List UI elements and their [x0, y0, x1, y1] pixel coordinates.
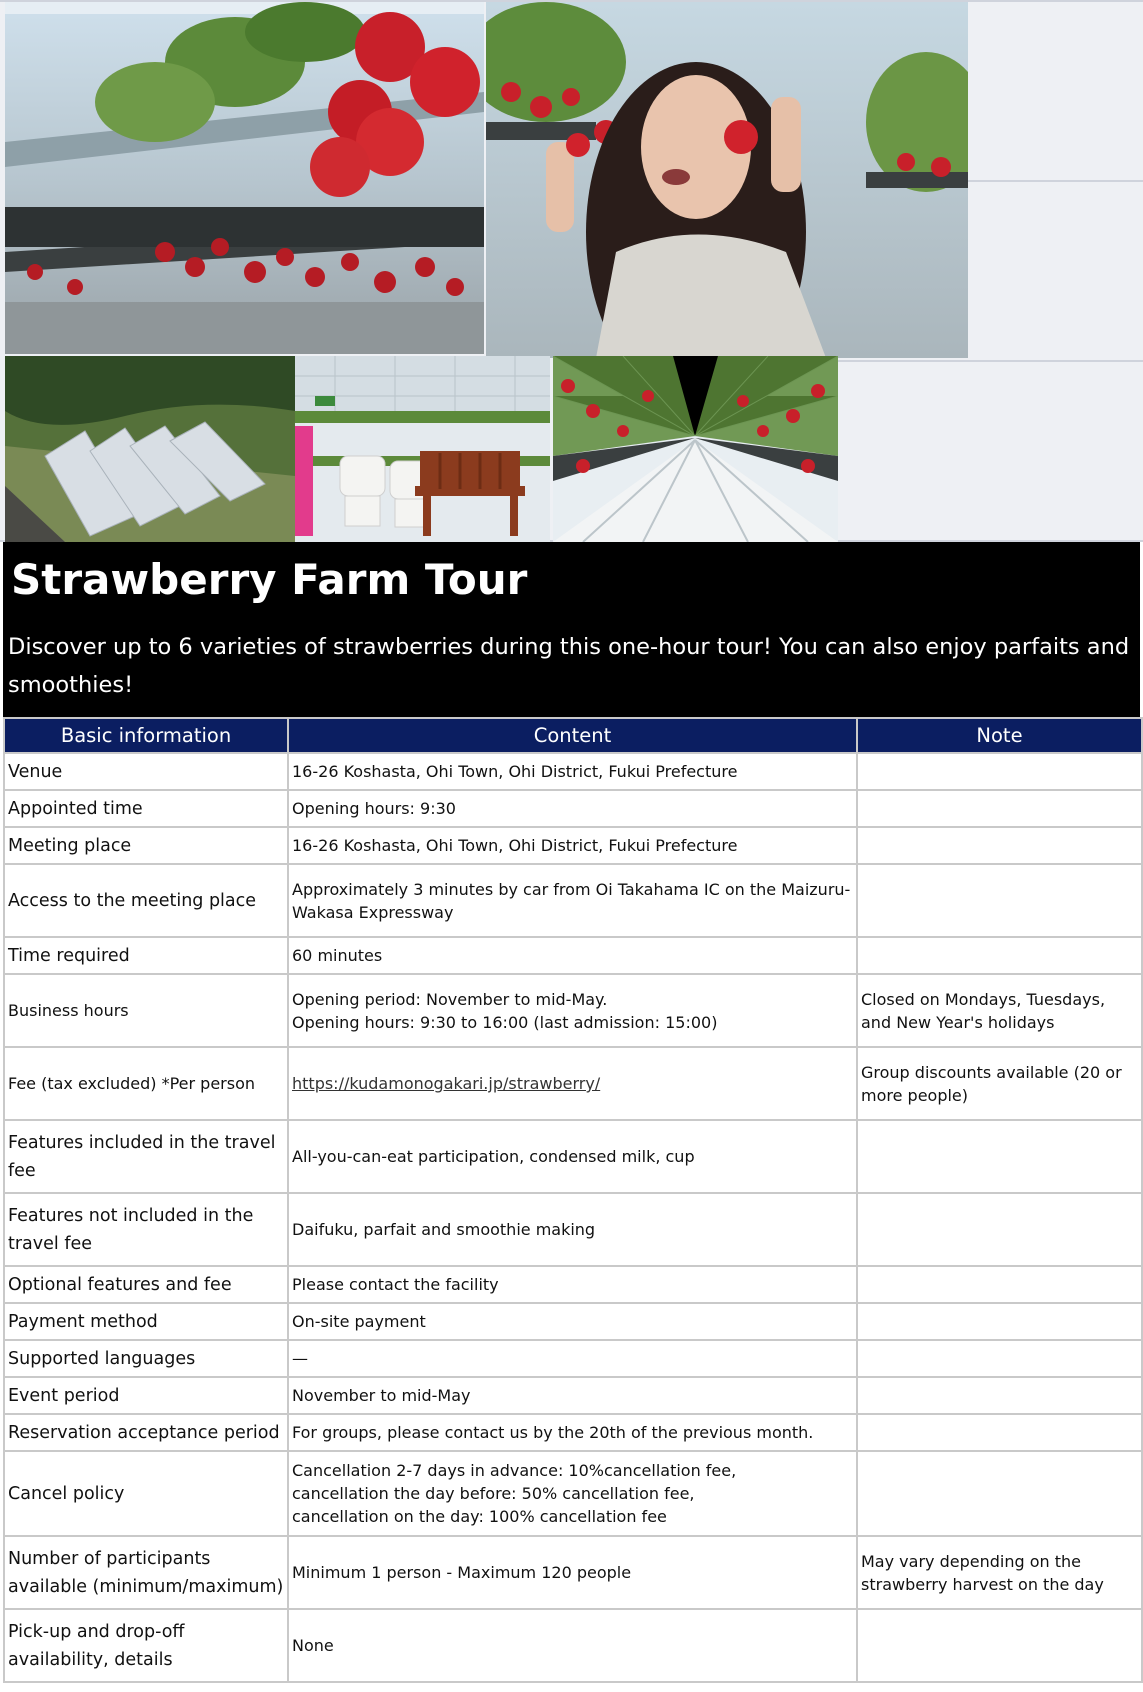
- row-content: Cancellation 2-7 days in advance: 10%cancellation fee, cancellation the day before: 50% cancellation fee, cancellation on the day: 100% cancellation fee: [288, 1451, 857, 1536]
- header-banner: [3, 542, 1140, 717]
- fee-link[interactable]: https://kudamonogakari.jp/strawberry/: [292, 1074, 601, 1093]
- row-label: Number of participants available (minimum/maximum): [4, 1536, 288, 1609]
- row-content: None: [288, 1609, 857, 1682]
- row-content: [288, 1047, 857, 1120]
- row-content: 60 minutes: [288, 937, 857, 974]
- row-label: Reservation acceptance period: [4, 1414, 288, 1451]
- table-row: [4, 1451, 1142, 1536]
- row-content: November to mid-May: [288, 1377, 857, 1414]
- row-label: Features not included in the travel fee: [4, 1193, 288, 1266]
- row-note: [857, 1377, 1142, 1414]
- greenhouse-aerial-photo: [5, 356, 295, 542]
- table-header-row: [4, 718, 1142, 753]
- table-row: [4, 1414, 1142, 1451]
- table-row: [4, 1340, 1142, 1377]
- row-note: [857, 827, 1142, 864]
- row-content: Please contact the facility: [288, 1266, 857, 1303]
- column-header-content: Content: [288, 718, 857, 753]
- row-note: [857, 864, 1142, 937]
- row-label: Supported languages: [4, 1340, 288, 1377]
- row-content: Minimum 1 person - Maximum 120 people: [288, 1536, 857, 1609]
- photo-gallery: [0, 0, 1143, 542]
- greenhouse-seating-photo: [295, 356, 550, 542]
- table-row: [4, 753, 1142, 790]
- row-note: [857, 1609, 1142, 1682]
- row-note: [857, 1193, 1142, 1266]
- info-table: [3, 717, 1143, 1683]
- strawberry-closeup-photo: [5, 2, 484, 354]
- row-note: [857, 753, 1142, 790]
- row-content: For groups, please contact us by the 20th of the previous month.: [288, 1414, 857, 1451]
- row-content: Opening hours: 9:30: [288, 790, 857, 827]
- row-note: [857, 1120, 1142, 1193]
- row-content: 16-26 Koshasta, Ohi Town, Ohi District, Fukui Prefecture: [288, 827, 857, 864]
- row-content: Approximately 3 minutes by car from Oi Takahama IC on the Maizuru-Wakasa Expressway: [288, 864, 857, 937]
- row-note: [857, 1340, 1142, 1377]
- table-row: [4, 1047, 1142, 1120]
- row-label: Cancel policy: [4, 1451, 288, 1536]
- table-row: [4, 827, 1142, 864]
- row-label: Appointed time: [4, 790, 288, 827]
- row-note: [857, 1266, 1142, 1303]
- row-label: Access to the meeting place: [4, 864, 288, 937]
- row-content: All-you-can-eat participation, condensed milk, cup: [288, 1120, 857, 1193]
- table-row: [4, 1120, 1142, 1193]
- row-note: Closed on Mondays, Tuesdays, and New Year's holidays: [857, 974, 1142, 1047]
- row-label: Venue: [4, 753, 288, 790]
- table-row: [4, 974, 1142, 1047]
- row-content: 16-26 Koshasta, Ohi Town, Ohi District, Fukui Prefecture: [288, 753, 857, 790]
- row-label: Event period: [4, 1377, 288, 1414]
- row-note: [857, 790, 1142, 827]
- column-header-note: Note: [857, 718, 1142, 753]
- row-content: Opening period: November to mid-May. Opening hours: 9:30 to 16:00 (last admission: 15:00): [288, 974, 857, 1047]
- row-label: Business hours: [4, 974, 288, 1047]
- strawberry-rows-photo: [553, 356, 838, 542]
- row-label: Fee (tax excluded) *Per person: [4, 1047, 288, 1120]
- table-row: [4, 1609, 1142, 1682]
- table-row: [4, 1377, 1142, 1414]
- table-row: [4, 937, 1142, 974]
- row-content: Daifuku, parfait and smoothie making: [288, 1193, 857, 1266]
- table-row: [4, 1266, 1142, 1303]
- row-label: Time required: [4, 937, 288, 974]
- woman-with-strawberry-photo: [486, 2, 968, 358]
- row-note: [857, 937, 1142, 974]
- row-label: Meeting place: [4, 827, 288, 864]
- row-note: [857, 1414, 1142, 1451]
- table-row: [4, 1193, 1142, 1266]
- row-label: Features included in the travel fee: [4, 1120, 288, 1193]
- row-label: Payment method: [4, 1303, 288, 1340]
- row-note: [857, 1451, 1142, 1536]
- row-content: On-site payment: [288, 1303, 857, 1340]
- row-label: Pick-up and drop-off availability, details: [4, 1609, 288, 1682]
- row-note: [857, 1303, 1142, 1340]
- column-header-basic-info: Basic information: [4, 718, 288, 753]
- page-subtitle: Discover up to 6 varieties of strawberries during this one-hour tour! You can also enjoy parfaits and smoothies!: [8, 634, 1130, 698]
- page-title: Strawberry Farm Tour: [11, 555, 528, 604]
- row-content: —: [288, 1340, 857, 1377]
- row-label: Optional features and fee: [4, 1266, 288, 1303]
- table-row: [4, 1303, 1142, 1340]
- row-note: May vary depending on the strawberry harvest on the day: [857, 1536, 1142, 1609]
- table-row: [4, 1536, 1142, 1609]
- table-row: [4, 864, 1142, 937]
- table-row: [4, 790, 1142, 827]
- row-note: Group discounts available (20 or more people): [857, 1047, 1142, 1120]
